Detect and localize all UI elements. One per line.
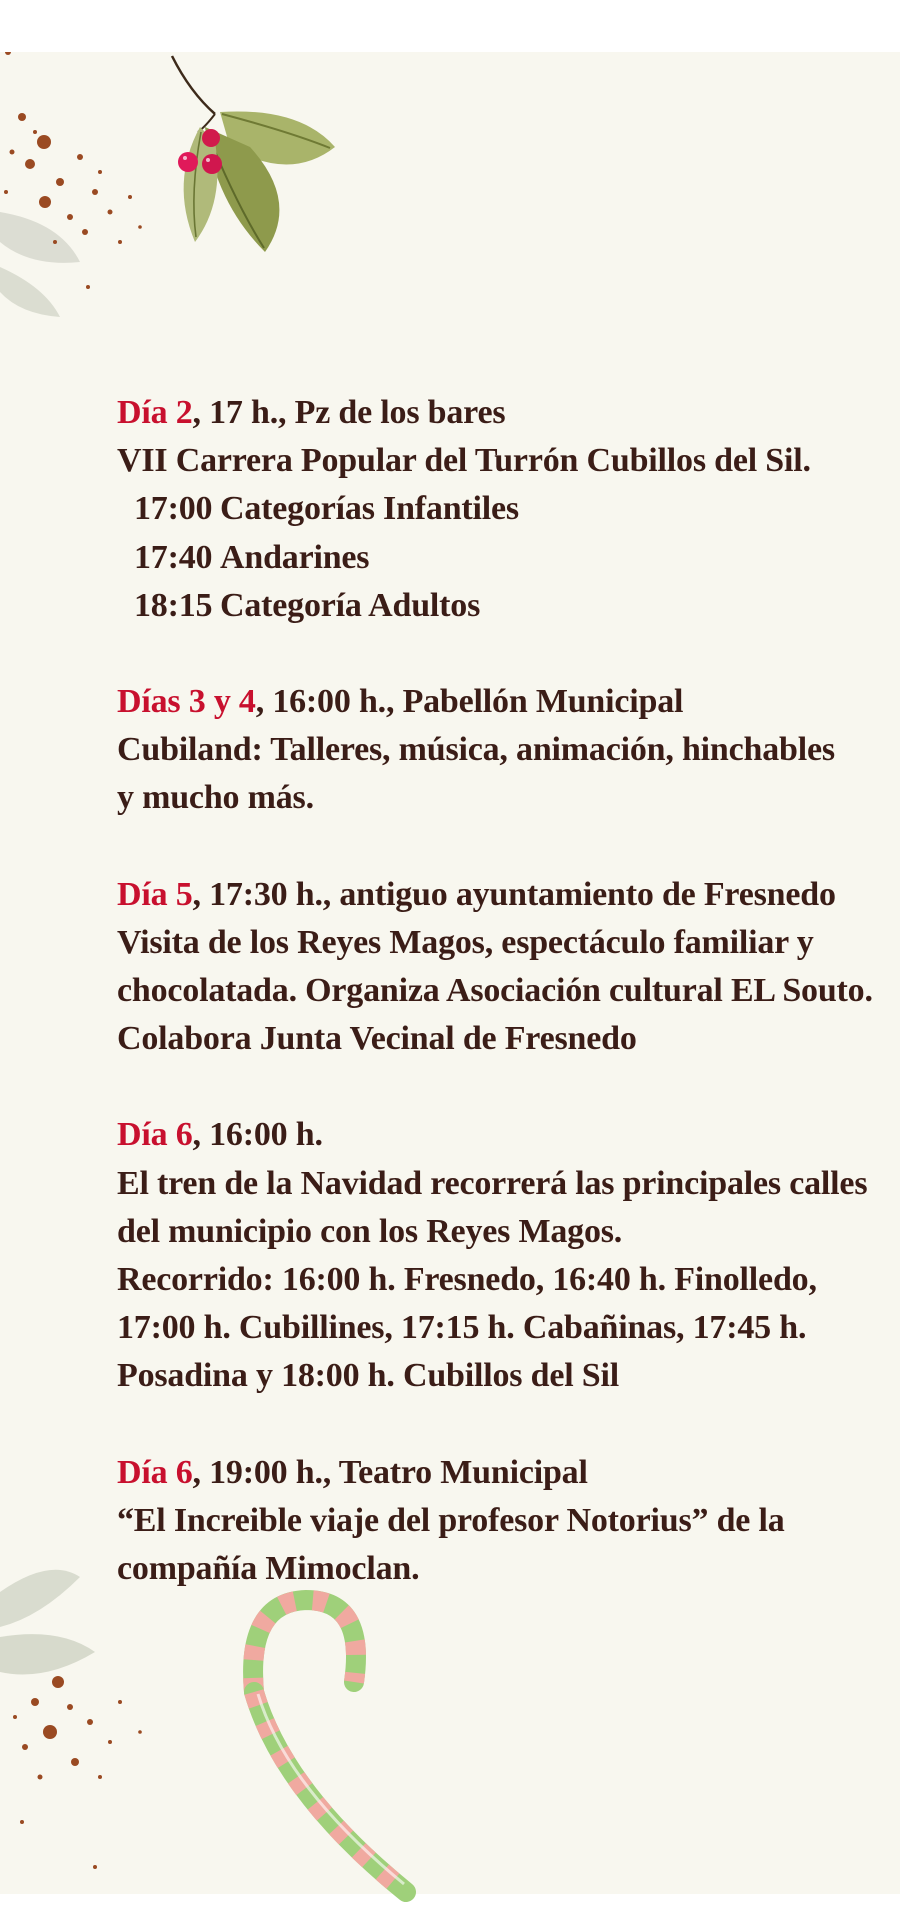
event-description: chocolatada. Organiza Asociación cultural EL Souto. xyxy=(117,972,873,1010)
event-description: Colabora Junta Vecinal de Fresnedo xyxy=(117,1020,637,1058)
event-description: 17:00 h. Cubillines, 17:15 h. Cabañinas, 17:45 h. xyxy=(117,1309,807,1347)
event-description: Visita de los Reyes Magos, espectáculo familiar y xyxy=(117,923,814,961)
event-description: Recorrido: 16:00 h. Fresnedo, 16:40 h. Finolledo, xyxy=(117,1261,817,1299)
event-day: Día 2 xyxy=(117,394,193,431)
event-description: del municipio con los Reyes Magos. xyxy=(117,1212,623,1250)
event-description: Cubiland: Talleres, música, animación, hinchables xyxy=(117,731,835,769)
event-when: , 16:00 h., Pabellón Municipal xyxy=(255,683,684,721)
schedule-label: Andarines xyxy=(220,538,370,576)
schedule-time: 17:40 xyxy=(134,538,213,576)
event-when: , 17:30 h., antiguo ayuntamiento de Fresnedo xyxy=(192,875,836,913)
event-description: y mucho más. xyxy=(117,779,314,817)
event-day: Días 3 y 4 xyxy=(117,683,256,721)
event-dia-5 xyxy=(117,871,873,1064)
event-dias-3-y-4 xyxy=(117,678,837,823)
events-list xyxy=(117,389,873,1641)
schedule-time: 18:15 xyxy=(134,586,213,624)
event-description: VII Carrera Popular del Turrón Cubillos del Sil. xyxy=(117,442,811,480)
event-heading xyxy=(117,1111,837,1159)
event-heading xyxy=(117,678,837,726)
event-heading xyxy=(117,1449,837,1497)
event-description: El tren de la Navidad recorrerá las principales calles xyxy=(117,1164,868,1202)
schedule-time: 17:00 xyxy=(134,490,213,528)
event-day: Día 6 xyxy=(117,1116,193,1154)
event-description: compañía Mimoclan. xyxy=(117,1550,420,1588)
schedule-row xyxy=(117,485,837,533)
event-heading xyxy=(117,389,837,437)
schedule-row xyxy=(117,534,837,582)
event-when: , 16:00 h. xyxy=(192,1116,323,1154)
schedule-label: Categoría Adultos xyxy=(220,586,481,624)
event-day: Día 6 xyxy=(117,1453,193,1491)
schedule-label: Categorías Infantiles xyxy=(220,490,519,528)
event-day: Día 5 xyxy=(117,875,193,913)
event-heading xyxy=(117,871,837,919)
event-dia-2 xyxy=(117,389,837,630)
event-when: , 17 h., Pz de los bares xyxy=(192,394,506,431)
event-description: “El Increible viaje del profesor Notorius” de la xyxy=(117,1501,785,1539)
event-dia-6-tren xyxy=(117,1111,868,1400)
holly-leaves-decoration xyxy=(0,52,360,352)
event-dia-6-teatro xyxy=(117,1449,837,1594)
event-when: , 19:00 h., Teatro Municipal xyxy=(192,1453,588,1491)
programme-page xyxy=(0,52,900,1894)
event-description: Posadina y 18:00 h. Cubillos del Sil xyxy=(117,1357,619,1395)
schedule-row xyxy=(117,582,837,630)
